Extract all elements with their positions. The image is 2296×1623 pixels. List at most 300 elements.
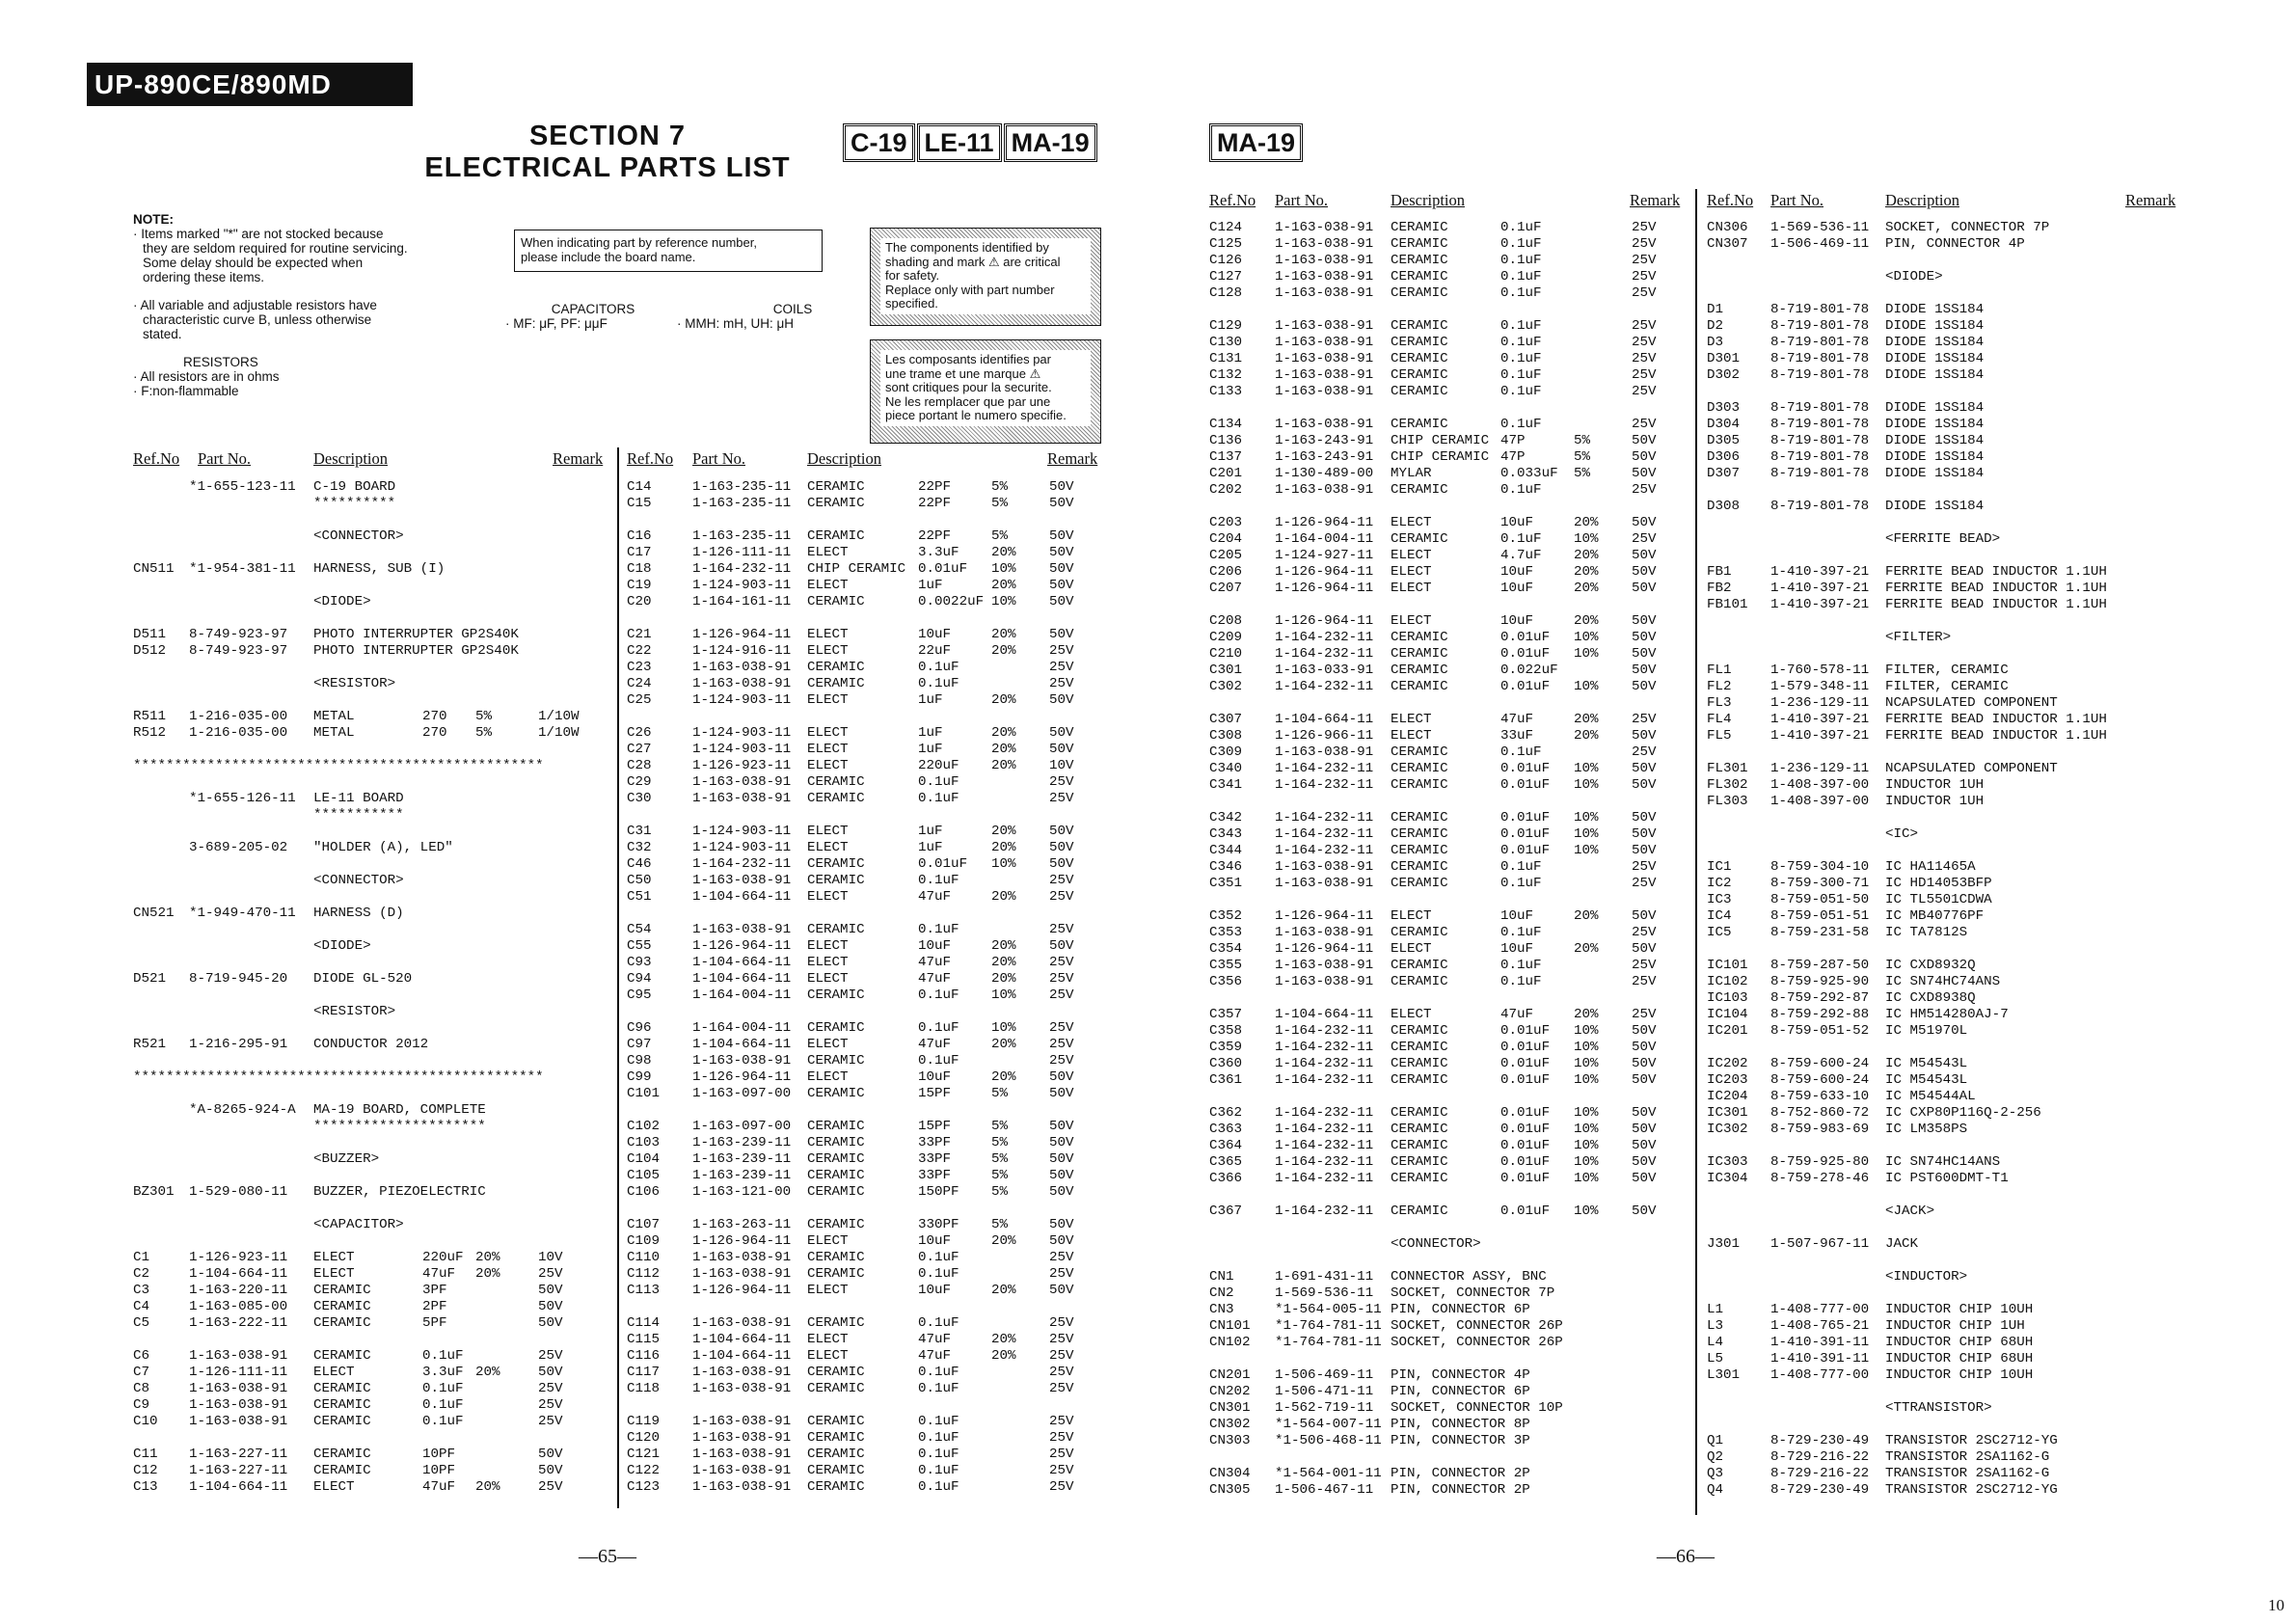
description: CERAMIC (1391, 663, 1448, 678)
description: IC TL5501CDWA (1885, 892, 1992, 907)
parts-row (1209, 1204, 1682, 1220)
parts-row (627, 1135, 1080, 1151)
rating: 50V (1049, 1184, 1074, 1200)
part-no: *1-564-005-11 (1275, 1302, 1382, 1317)
rating: 50V (1049, 1135, 1074, 1150)
parts-row (1707, 1449, 2170, 1466)
parts-row (1707, 1122, 2170, 1138)
value: 0.1uF (918, 922, 959, 937)
description: SOCKET, CONNECTOR 10P (1391, 1400, 1563, 1416)
part-no: 1-126-964-11 (1275, 581, 1374, 596)
description: <CONNECTOR> (1391, 1236, 1481, 1252)
part-no: 1-164-232-11 (1275, 1023, 1374, 1039)
part-no: 8-759-051-51 (1770, 908, 1870, 924)
tolerance: 20% (1574, 1007, 1599, 1022)
description: CERAMIC (1391, 974, 1448, 989)
parts-row (1209, 1449, 1682, 1466)
ref-no: IC304 (1707, 1171, 1748, 1186)
board-tags-left (843, 123, 1097, 162)
parts-row (1209, 777, 1682, 794)
tolerance: 20% (991, 824, 1016, 839)
parts-row (1707, 1318, 2170, 1335)
ref-no: D307 (1707, 466, 1741, 481)
description: ELECT (807, 1233, 849, 1249)
part-no: 1-410-397-21 (1770, 712, 1870, 727)
parts-row (1209, 449, 1682, 466)
value: 0.01uF (1500, 761, 1551, 776)
ref-no: C15 (627, 496, 652, 511)
description: CERAMIC (1391, 417, 1448, 432)
value: 0.01uF (1500, 1040, 1551, 1055)
value: 0.01uF (1500, 843, 1551, 858)
tolerance: 20% (991, 938, 1016, 954)
resistor-note: · All resistors are in ohms (133, 369, 280, 384)
ref-no: C124 (1209, 220, 1243, 235)
part-no: 1-164-232-11 (1275, 1122, 1374, 1137)
parts-column-1 (133, 479, 606, 1496)
ref-no: Q1 (1707, 1433, 1724, 1448)
part-no: 8-719-801-78 (1770, 367, 1870, 383)
value: 0.1uF (918, 1381, 959, 1396)
note-line: they are seldom required for routine servicing. (143, 241, 408, 256)
value: 10uF (1500, 515, 1534, 530)
ref-no: C362 (1209, 1105, 1243, 1121)
parts-row (1209, 1285, 1682, 1302)
note-line: characteristic curve B, unless otherwise (143, 312, 372, 327)
parts-row (1707, 1040, 2170, 1056)
description: DIODE GL-520 (313, 971, 413, 987)
parts-row (627, 660, 1080, 676)
description: CERAMIC (807, 873, 865, 888)
value: 0.022uF (1500, 663, 1558, 678)
description: ELECT (313, 1365, 355, 1380)
ref-no: C7 (133, 1365, 150, 1380)
parts-row (133, 660, 606, 676)
part-no: 1-410-397-21 (1770, 564, 1870, 580)
ref-no: C309 (1209, 744, 1243, 760)
rating: 50V (1632, 1122, 1657, 1137)
value: 0.01uF (1500, 679, 1551, 694)
rating: 50V (1049, 594, 1074, 609)
ref-no: C9 (133, 1397, 150, 1413)
part-no: 1-163-038-91 (692, 1365, 792, 1380)
rating: 50V (1632, 1154, 1657, 1170)
parts-row (1209, 581, 1682, 597)
value: 47uF (422, 1479, 456, 1495)
parts-row (133, 906, 606, 922)
ref-no: C103 (627, 1135, 661, 1150)
part-no: 8-719-801-78 (1770, 318, 1870, 334)
value: 1uF (918, 692, 943, 708)
ref-no: C119 (627, 1414, 661, 1429)
part-no: 1-408-765-21 (1770, 1318, 1870, 1334)
value: 10uF (918, 627, 952, 642)
parts-row (133, 824, 606, 840)
description: CERAMIC (313, 1397, 371, 1413)
ref-no: C106 (627, 1184, 661, 1200)
value: 0.1uF (918, 1430, 959, 1446)
ref-no: C94 (627, 971, 652, 987)
value: 0.01uF (1500, 630, 1551, 645)
note-line: · All variable and adjustable resistors have (133, 298, 377, 312)
ref-no: Q3 (1707, 1466, 1724, 1481)
parts-row (133, 610, 606, 627)
parts-row (627, 1463, 1080, 1479)
parts-row (1209, 285, 1682, 302)
description: CERAMIC (807, 856, 865, 872)
value: 10uF (918, 938, 952, 954)
value: 5PF (422, 1315, 447, 1331)
parts-row (627, 692, 1080, 709)
description: CERAMIC (807, 1168, 865, 1183)
description: CERAMIC (1391, 531, 1448, 547)
ref-no: D302 (1707, 367, 1741, 383)
ref-no: IC104 (1707, 1007, 1748, 1022)
rating: 25V (538, 1479, 563, 1495)
parts-row (1707, 892, 2170, 908)
col4-header-part: Part No. (1770, 191, 1823, 209)
description: INDUCTOR CHIP 1UH (1885, 1318, 2025, 1334)
ref-no: C359 (1209, 1040, 1243, 1055)
part-no: 1-163-038-91 (692, 873, 792, 888)
tolerance: 5% (1574, 433, 1591, 448)
parts-row (133, 594, 606, 610)
part-no: 8-759-292-88 (1770, 1007, 1870, 1022)
tolerance: 10% (1574, 1040, 1599, 1055)
tolerance: 20% (1574, 548, 1599, 563)
part-no: 1-569-536-11 (1770, 220, 1870, 235)
rating: 50V (1632, 908, 1657, 924)
ref-no: C208 (1209, 613, 1243, 629)
value: 330PF (918, 1217, 959, 1232)
part-no: 1-163-038-91 (1275, 220, 1374, 235)
part-no: 1-163-038-91 (189, 1414, 288, 1429)
ref-no: D301 (1707, 351, 1741, 366)
ref-no: C131 (1209, 351, 1243, 366)
description: CERAMIC (1391, 1204, 1448, 1219)
value: 0.1uF (1500, 318, 1542, 334)
description: CERAMIC (807, 1430, 865, 1446)
part-no: 8-752-860-72 (1770, 1105, 1870, 1121)
ref-no: C8 (133, 1381, 150, 1396)
model-badge: UP-890CE/890MD (87, 63, 413, 106)
description: ELECT (807, 725, 849, 741)
parts-row (1707, 482, 2170, 499)
part-no: 1-408-397-00 (1770, 794, 1870, 809)
tolerance: 20% (991, 1348, 1016, 1364)
parts-row (133, 643, 606, 660)
parts-row (627, 479, 1080, 496)
description: CERAMIC (1391, 1040, 1448, 1055)
rating: 25V (1049, 1053, 1074, 1068)
col1-header-ref: Ref.No (133, 449, 180, 468)
ref-no: C117 (627, 1365, 661, 1380)
description: CERAMIC (1391, 777, 1448, 793)
parts-row (627, 512, 1080, 528)
parts-row (627, 561, 1080, 578)
page-number-right: —66— (1657, 1546, 1715, 1567)
part-no: 1-164-232-11 (1275, 646, 1374, 662)
rating: 25V (1632, 285, 1657, 301)
description: <DIODE> (313, 594, 371, 609)
parts-row (627, 791, 1080, 807)
value: 33PF (918, 1168, 952, 1183)
value: 0.1uF (422, 1348, 464, 1364)
description: HARNESS, SUB (I) (313, 561, 446, 577)
value: 47uF (918, 889, 952, 905)
parts-row (1707, 597, 2170, 613)
value: 4.7uF (1500, 548, 1542, 563)
description: PIN, CONNECTOR 3P (1391, 1433, 1530, 1448)
ref-no: C115 (627, 1332, 661, 1347)
tolerance: 20% (1574, 728, 1599, 744)
part-no: 1-163-038-91 (692, 1430, 792, 1446)
parts-row (1707, 1367, 2170, 1384)
parts-row (1707, 1253, 2170, 1269)
part-no: 1-216-035-00 (189, 709, 288, 724)
coils-heading: COILS (772, 302, 813, 316)
value: 0.1uF (1500, 958, 1542, 973)
rating: 50V (1049, 742, 1074, 757)
parts-row (627, 1053, 1080, 1069)
part-no: 8-749-923-97 (189, 643, 288, 659)
value: 0.1uF (1500, 269, 1542, 284)
ref-no: C134 (1209, 417, 1243, 432)
parts-row (627, 906, 1080, 922)
parts-row (1209, 1433, 1682, 1449)
column-divider (617, 447, 619, 1508)
note-line: stated. (143, 327, 182, 341)
rating: 50V (538, 1315, 563, 1331)
description: CERAMIC (807, 1250, 865, 1265)
ref-no: C346 (1209, 859, 1243, 875)
ref-no: FL5 (1707, 728, 1732, 744)
description: ELECT (807, 627, 849, 642)
tolerance: 5% (475, 709, 493, 724)
parts-row (133, 1381, 606, 1397)
ref-no: D512 (133, 643, 167, 659)
col4-header-remark: Remark (2125, 191, 2176, 209)
description: CERAMIC (1391, 1023, 1448, 1039)
value: 47uF (918, 1037, 952, 1052)
description: CERAMIC (807, 922, 865, 937)
tolerance: 20% (991, 627, 1016, 642)
part-no: 1-164-232-11 (1275, 1138, 1374, 1153)
ref-no: C32 (627, 840, 652, 855)
parts-row (627, 1004, 1080, 1020)
description: CERAMIC (1391, 269, 1448, 284)
parts-row (1707, 810, 2170, 826)
parts-row (1707, 1007, 2170, 1023)
description: IC M54544AL (1885, 1089, 1976, 1104)
parts-row (627, 709, 1080, 725)
column-divider (1695, 189, 1697, 1515)
value: 47uF (918, 1332, 952, 1347)
description: ELECT (807, 971, 849, 987)
parts-row (1707, 318, 2170, 335)
part-no: 1-164-232-11 (1275, 1171, 1374, 1186)
description: MA-19 BOARD, COMPLETE (313, 1102, 486, 1118)
parts-row (1209, 335, 1682, 351)
rating: 50V (1632, 1072, 1657, 1088)
part-no: ************************************************** (133, 758, 544, 773)
rating: 10V (1049, 758, 1074, 773)
ref-no: L301 (1707, 1367, 1741, 1383)
ref-no: C114 (627, 1315, 661, 1331)
part-no: 1-163-038-91 (1275, 744, 1374, 760)
description: CERAMIC (807, 1119, 865, 1134)
description: CERAMIC (313, 1463, 371, 1478)
rating: 25V (1632, 335, 1657, 350)
description: <IC> (1885, 826, 1919, 842)
parts-row (1209, 712, 1682, 728)
parts-row (1707, 859, 2170, 876)
description: CERAMIC (807, 1414, 865, 1429)
parts-row (1209, 1154, 1682, 1171)
part-no: 1-104-664-11 (189, 1266, 288, 1282)
part-no: 1-126-964-11 (692, 938, 792, 954)
description: PIN, CONNECTOR 6P (1391, 1302, 1530, 1317)
parts-row (1707, 417, 2170, 433)
description: CERAMIC (807, 791, 865, 806)
tolerance: 10% (1574, 1204, 1599, 1219)
ref-no: C21 (627, 627, 652, 642)
parts-row (133, 1102, 606, 1119)
part-no: *1-764-781-11 (1275, 1335, 1382, 1350)
part-no: 1-163-038-91 (1275, 482, 1374, 498)
value: 1uF (918, 578, 943, 593)
description: IC CXP80P116Q-2-256 (1885, 1105, 2041, 1121)
rating: 1/10W (538, 709, 580, 724)
description: IC CXD8938Q (1885, 990, 1976, 1006)
ref-no: CN1 (1209, 1269, 1234, 1285)
parts-row (133, 922, 606, 938)
description: CERAMIC (313, 1414, 371, 1429)
value: 0.1uF (918, 774, 959, 790)
rating: 50V (1632, 1040, 1657, 1055)
part-no: 1-164-232-11 (1275, 1072, 1374, 1088)
parts-row (1707, 1187, 2170, 1204)
parts-row (133, 971, 606, 987)
rating: 25V (1049, 660, 1074, 675)
rating: 50V (1632, 826, 1657, 842)
ref-no: C356 (1209, 974, 1243, 989)
part-no: 1-163-038-91 (189, 1348, 288, 1364)
part-no: 1-164-232-11 (1275, 843, 1374, 858)
tolerance: 10% (1574, 1072, 1599, 1088)
parts-row (1209, 859, 1682, 876)
tolerance: 10% (1574, 843, 1599, 858)
description: DIODE 1SS184 (1885, 302, 1985, 317)
rating: 50V (1632, 1171, 1657, 1186)
ref-no: C351 (1209, 876, 1243, 891)
part-no: 1-104-664-11 (189, 1479, 288, 1495)
parts-row (627, 545, 1080, 561)
ref-no: C107 (627, 1217, 661, 1232)
ref-no: C118 (627, 1381, 661, 1396)
rating: 25V (1632, 318, 1657, 334)
parts-row (1707, 1056, 2170, 1072)
ref-no: R521 (133, 1037, 167, 1052)
description: CERAMIC (1391, 810, 1448, 825)
value: 220uF (918, 758, 959, 773)
parts-row (1209, 367, 1682, 384)
description: CERAMIC (807, 1479, 865, 1495)
col2-header-part: Part No. (692, 449, 745, 468)
rating: 50V (1632, 564, 1657, 580)
tolerance: 20% (991, 578, 1016, 593)
tolerance: 10% (991, 987, 1016, 1003)
part-no: 8-729-230-49 (1770, 1482, 1870, 1498)
part-no: *1-764-781-11 (1275, 1318, 1382, 1334)
ref-no: C112 (627, 1266, 661, 1282)
value: 47P (1500, 449, 1526, 465)
part-no: 1-164-232-11 (1275, 777, 1374, 793)
parts-row (627, 1069, 1080, 1086)
rating: 25V (1049, 1332, 1074, 1347)
parts-row (1209, 663, 1682, 679)
part-no: 1-163-097-00 (692, 1086, 792, 1101)
parts-row (133, 1414, 606, 1430)
ref-no: C128 (1209, 285, 1243, 301)
description: PIN, CONNECTOR 2P (1391, 1482, 1530, 1498)
parts-row (627, 1381, 1080, 1397)
parts-row (133, 774, 606, 791)
parts-row (1707, 646, 2170, 663)
value: 0.1uF (1500, 335, 1542, 350)
description: CERAMIC (1391, 285, 1448, 301)
ref-no: C340 (1209, 761, 1243, 776)
parts-row (627, 1348, 1080, 1365)
parts-row (1209, 515, 1682, 531)
parts-row (1707, 1384, 2170, 1400)
value: 0.1uF (422, 1397, 464, 1413)
value: 22PF (918, 496, 952, 511)
description: METAL (313, 709, 355, 724)
ref-no: C30 (627, 791, 652, 806)
part-no: 1-163-038-91 (1275, 925, 1374, 940)
ref-no: C3 (133, 1283, 150, 1298)
description: PIN, CONNECTOR 4P (1885, 236, 2025, 252)
parts-row (1707, 1089, 2170, 1105)
rating: 25V (1632, 876, 1657, 891)
tolerance: 5% (991, 1184, 1009, 1200)
ref-no: CN304 (1209, 1466, 1251, 1481)
description: <CONNECTOR> (313, 873, 404, 888)
tolerance: 10% (1574, 1122, 1599, 1137)
ref-no: C202 (1209, 482, 1243, 498)
parts-row (133, 1069, 606, 1086)
parts-row (1209, 548, 1682, 564)
parts-row (1707, 630, 2170, 646)
board-tag-right (1209, 123, 1303, 162)
value: 10uF (918, 1283, 952, 1298)
ref-no: C50 (627, 873, 652, 888)
ref-no: C358 (1209, 1023, 1243, 1039)
col3-header-ref: Ref.No (1209, 191, 1256, 209)
ref-no: C120 (627, 1430, 661, 1446)
rating: 50V (1049, 725, 1074, 741)
parts-row (1209, 613, 1682, 630)
parts-row (1209, 1253, 1682, 1269)
parts-row (1209, 925, 1682, 941)
ref-no: C341 (1209, 777, 1243, 793)
tolerance: 10% (1574, 810, 1599, 825)
tolerance: 20% (991, 840, 1016, 855)
parts-row (133, 840, 606, 856)
value: 2PF (422, 1299, 447, 1314)
description: CERAMIC (807, 594, 865, 609)
